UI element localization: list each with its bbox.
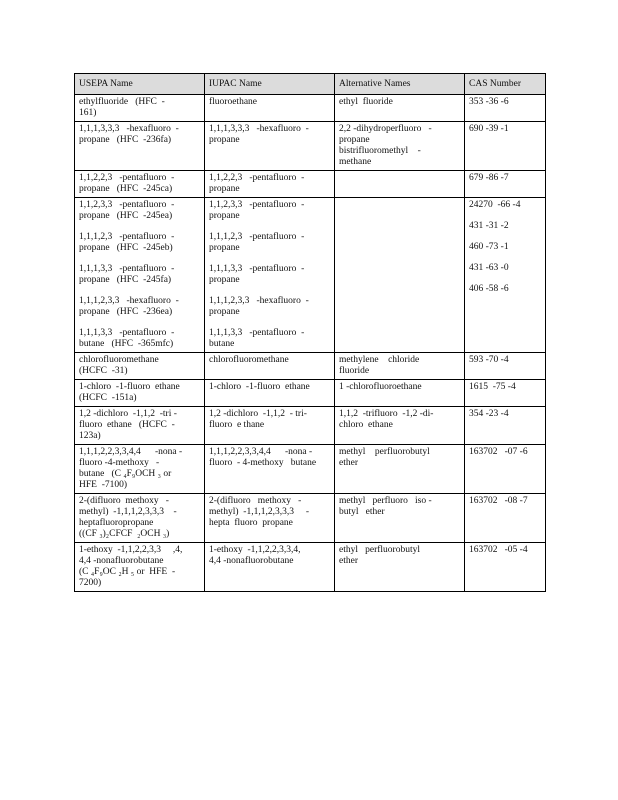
cell-alternative-names [335, 198, 465, 353]
cell-text-line: 1,1,2 -trifluoro -1,2 -di- [339, 409, 434, 419]
cell-iupac-name [205, 543, 335, 592]
header-iupac-name: IUPAC Name [205, 74, 335, 95]
header-alternative-names: Alternative Names [335, 74, 465, 95]
cell-text-line: propane (HFC -245ea) [79, 211, 173, 221]
cell-entry [209, 124, 330, 146]
cell-cas-number [465, 171, 546, 198]
cell-text-line: methyl perfluoro iso - [339, 496, 432, 506]
cell-text-line: propane [209, 184, 240, 194]
cell-text-line: chlorofluoromethane [79, 355, 159, 365]
cell-usepa-name [75, 407, 205, 445]
cell-entry [209, 97, 330, 108]
table-row [75, 407, 546, 445]
cell-text-line: (C ₄F₉OC ₂H ₅ or HFE - [79, 567, 176, 577]
cell-text-line: 1,1,1,3,3,3 -hexafluoro - [209, 124, 309, 134]
cell-text-line: 353 -36 -6 [469, 97, 509, 107]
cell-text-line: 1-ethoxy -1,1,2,2,3,3 ,4, [79, 545, 183, 555]
cell-text-line: propane (HFC -245fa) [79, 275, 172, 285]
cell-text-line: 24270 -66 -4 [469, 200, 521, 210]
cell-alternative-names [335, 380, 465, 407]
cell-text-line: 354 -23 -4 [469, 409, 509, 419]
cell-entry [209, 264, 330, 286]
cell-iupac-name [205, 380, 335, 407]
cell-entry [79, 545, 200, 589]
cell-text-line: fluoro -4-methoxy - [79, 458, 160, 468]
cell-text-line: 7200) [79, 578, 102, 588]
cell-text-line: propane [209, 211, 240, 221]
cell-alternative-names [335, 494, 465, 543]
cell-text-line: 1,1,1,2,3,3 -hexafluoro - [79, 296, 179, 306]
cell-cas-number [465, 445, 546, 494]
cell-cas-number [465, 95, 546, 122]
table-row [75, 445, 546, 494]
cell-text-line: methyl) -1,1,1,2,3,3,3 - [209, 507, 310, 517]
cell-text-line: fluoroethane [209, 97, 258, 107]
cell-entry [209, 200, 330, 222]
cell-usepa-name [75, 122, 205, 171]
cell-text-line: bistrifluoromethyl - [339, 146, 421, 156]
cell-entry [79, 355, 200, 377]
cell-text-line: 1 -chlorofluoroethane [339, 382, 422, 392]
cell-text-line: ethylfluoride (HFC - [79, 97, 165, 107]
cell-text-line: 1,2 -dichloro -1,1,2 -tri - [79, 409, 177, 419]
cell-text-line: butane (C ₄F₉OCH ₃ or [79, 469, 172, 479]
cell-text-line: fluoro e thane [209, 420, 265, 430]
cell-entry [79, 97, 200, 119]
cell-text-line: methane [339, 157, 372, 167]
cell-entry [339, 124, 460, 168]
cell-entry [79, 264, 200, 286]
cell-usepa-name [75, 95, 205, 122]
table-row [75, 494, 546, 543]
cell-alternative-names [335, 122, 465, 171]
cell-usepa-name [75, 380, 205, 407]
cell-text-line: (HCFC -31) [79, 366, 128, 376]
compound-table [74, 73, 546, 592]
cell-usepa-name [75, 445, 205, 494]
cell-text-line: HFE -7100) [79, 480, 128, 490]
cell-text-line: 593 -70 -4 [469, 355, 509, 365]
cell-text-line: 460 -73 -1 [469, 242, 509, 252]
cell-text-line: fluoro - 4-methoxy butane [209, 458, 317, 468]
cell-text-line: 163702 -07 -6 [469, 447, 528, 457]
cell-cas-number [465, 122, 546, 171]
cell-text-line: propane (HFC -245ca) [79, 184, 173, 194]
cell-usepa-name [75, 543, 205, 592]
cell-entry [339, 355, 460, 377]
cell-text-line: propane [209, 307, 240, 317]
cell-text-line: propane [209, 275, 240, 285]
cell-entry [339, 447, 460, 469]
cell-text-line: 2-(difluoro methoxy - [209, 496, 302, 506]
cell-text-line: 163702 -05 -4 [469, 545, 528, 555]
cell-text-line: fluoride [339, 366, 370, 376]
header-cas-number: CAS Number [465, 74, 546, 95]
cell-cas-number [465, 494, 546, 543]
cell-alternative-names [335, 171, 465, 198]
cell-text-line: propane [209, 243, 240, 253]
cell-entry [79, 173, 200, 195]
cell-text-line: 1-chloro -1-fluoro ethane [209, 382, 310, 392]
cell-entry [209, 173, 330, 195]
cell-text-line: 1615 -75 -4 [469, 382, 516, 392]
cell-entry [79, 232, 200, 254]
cell-iupac-name [205, 122, 335, 171]
cell-text-line: 431 -63 -0 [469, 263, 509, 273]
cell-text-line: 1,1,2,3,3 -pentafluoro - [79, 200, 175, 210]
cell-text-line: methyl) -1,1,1,2,3,3,3 - [79, 507, 177, 517]
cell-text-line: ethyl fluoride [339, 97, 393, 107]
cell-text-line: methylene chloride [339, 355, 420, 365]
cell-text-line: 4,4 -nonafluorobutane [209, 556, 294, 566]
cell-text-line: 1,2 -dichloro -1,1,2 - tri- [209, 409, 307, 419]
cell-usepa-name [75, 171, 205, 198]
cell-entry [209, 355, 330, 366]
cell-text-line: ether [339, 458, 358, 468]
table-row [75, 380, 546, 407]
cell-text-line: 1,1,1,2,2,3,3,4,4 -nona - [209, 447, 313, 457]
cell-entry [209, 328, 330, 350]
cell-entry [469, 263, 541, 274]
cell-entry [469, 200, 541, 211]
cell-iupac-name [205, 494, 335, 543]
cell-cas-number [465, 198, 546, 353]
cell-alternative-names [335, 407, 465, 445]
cell-entry [469, 409, 541, 420]
cell-entry [469, 284, 541, 295]
cell-text-line: (HCFC -151a) [79, 393, 137, 403]
table-row [75, 353, 546, 380]
cell-text-line: 1-chloro -1-fluoro ethane [79, 382, 180, 392]
cell-entry [469, 242, 541, 253]
cell-text-line: 1,1,1,2,3,3 -hexafluoro - [209, 296, 309, 306]
header-usepa-name: USEPA Name [75, 74, 205, 95]
cell-text-line: 1,1,1,3,3 -pentafluoro - [79, 264, 175, 274]
table-row [75, 122, 546, 171]
cell-entry [469, 545, 541, 556]
cell-entry [469, 355, 541, 366]
cell-iupac-name [205, 407, 335, 445]
cell-cas-number [465, 380, 546, 407]
cell-text-line: 406 -58 -6 [469, 284, 509, 294]
cell-text-line: ether [339, 556, 358, 566]
cell-iupac-name [205, 353, 335, 380]
cell-entry [209, 496, 330, 529]
cell-entry [469, 97, 541, 108]
cell-entry [209, 545, 330, 567]
cell-alternative-names [335, 95, 465, 122]
cell-cas-number [465, 353, 546, 380]
cell-text-line: 1,1,1,3,3 -pentafluoro - [209, 264, 305, 274]
cell-text-line: 1,1,1,2,3 -pentafluoro - [79, 232, 175, 242]
cell-text-line: 161) [79, 108, 97, 118]
cell-text-line: 4,4 -nonafluorobutane [79, 556, 164, 566]
cell-text-line: 163702 -08 -7 [469, 496, 528, 506]
cell-usepa-name [75, 198, 205, 353]
cell-text-line: 1,1,1,2,3 -pentafluoro - [209, 232, 305, 242]
cell-text-line: 431 -31 -2 [469, 221, 509, 231]
cell-iupac-name [205, 198, 335, 353]
cell-entry [339, 382, 460, 393]
cell-entry [209, 447, 330, 469]
table-row [75, 543, 546, 592]
cell-iupac-name [205, 171, 335, 198]
cell-text-line: ((CF ₃)₂CFCF ₂OCH ₃) [79, 529, 170, 539]
cell-text-line: 2-(difluoro methoxy - [79, 496, 169, 506]
cell-text-line: propane (HFC -236fa) [79, 135, 172, 145]
table-row [75, 171, 546, 198]
cell-text-line: 1,1,2,2,3 -pentafluoro - [79, 173, 175, 183]
cell-entry [469, 447, 541, 458]
cell-text-line: butane (HFC -365mfc) [79, 339, 174, 349]
cell-usepa-name [75, 494, 205, 543]
cell-entry [469, 496, 541, 507]
cell-text-line: 1,1,1,3,3,3 -hexafluoro - [79, 124, 179, 134]
cell-entry [79, 409, 200, 442]
cell-text-line: propane (HFC -236ea) [79, 307, 173, 317]
cell-entry [79, 447, 200, 491]
cell-entry [469, 221, 541, 232]
table-row [75, 95, 546, 122]
cell-entry [79, 382, 200, 404]
cell-entry [79, 200, 200, 222]
cell-text-line: propane [339, 135, 370, 145]
cell-text-line: heptafluoropropane [79, 518, 154, 528]
cell-text-line: 1,1,2,2,3 -pentafluoro - [209, 173, 305, 183]
cell-text-line: 1-ethoxy -1,1,2,2,3,3,4, [209, 545, 301, 555]
cell-iupac-name [205, 445, 335, 494]
cell-alternative-names [335, 543, 465, 592]
cell-entry [209, 382, 330, 393]
cell-text-line: propane [209, 135, 240, 145]
cell-text-line: butyl ether [339, 507, 385, 517]
cell-entry [339, 496, 460, 518]
cell-text-line: chloro ethane [339, 420, 393, 430]
cell-entry [209, 296, 330, 318]
cell-text-line: 123a) [79, 431, 101, 441]
cell-text-line: 1,1,1,3,3 -pentafluoro - [209, 328, 305, 338]
cell-text-line: fluoro ethane (HCFC - [79, 420, 175, 430]
cell-entry [79, 296, 200, 318]
cell-text-line: methyl perfluorobutyl [339, 447, 430, 457]
cell-text-line: 1,1,1,3,3 -pentafluoro - [79, 328, 175, 338]
cell-entry [79, 124, 200, 146]
cell-text-line: hepta fluoro propane [209, 518, 293, 528]
cell-iupac-name [205, 95, 335, 122]
cell-text-line: 1,1,2,3,3 -pentafluoro - [209, 200, 305, 210]
cell-entry [209, 409, 330, 431]
cell-cas-number [465, 407, 546, 445]
cell-text-line: ethyl perfluorobutyl [339, 545, 420, 555]
cell-text-line: 1,1,1,2,2,3,3,4,4 -nona - [79, 447, 183, 457]
cell-text-line: 679 -86 -7 [469, 173, 509, 183]
cell-entry [339, 409, 460, 431]
cell-alternative-names [335, 353, 465, 380]
cell-entry [79, 496, 200, 540]
cell-entry [209, 232, 330, 254]
cell-text-line: 2,2 -dihydroperfluoro - [339, 124, 432, 134]
header-row [75, 74, 546, 95]
cell-text-line: butane [209, 339, 235, 349]
table-row [75, 198, 546, 353]
cell-cas-number [465, 543, 546, 592]
cell-usepa-name [75, 353, 205, 380]
cell-entry [469, 382, 541, 393]
cell-entry [79, 328, 200, 350]
cell-entry [339, 545, 460, 567]
cell-text-line: 690 -39 -1 [469, 124, 509, 134]
cell-entry [339, 97, 460, 108]
cell-entry [469, 173, 541, 184]
cell-text-line: propane (HFC -245eb) [79, 243, 173, 253]
cell-text-line: chlorofluoromethane [209, 355, 289, 365]
cell-entry [469, 124, 541, 135]
cell-alternative-names [335, 445, 465, 494]
